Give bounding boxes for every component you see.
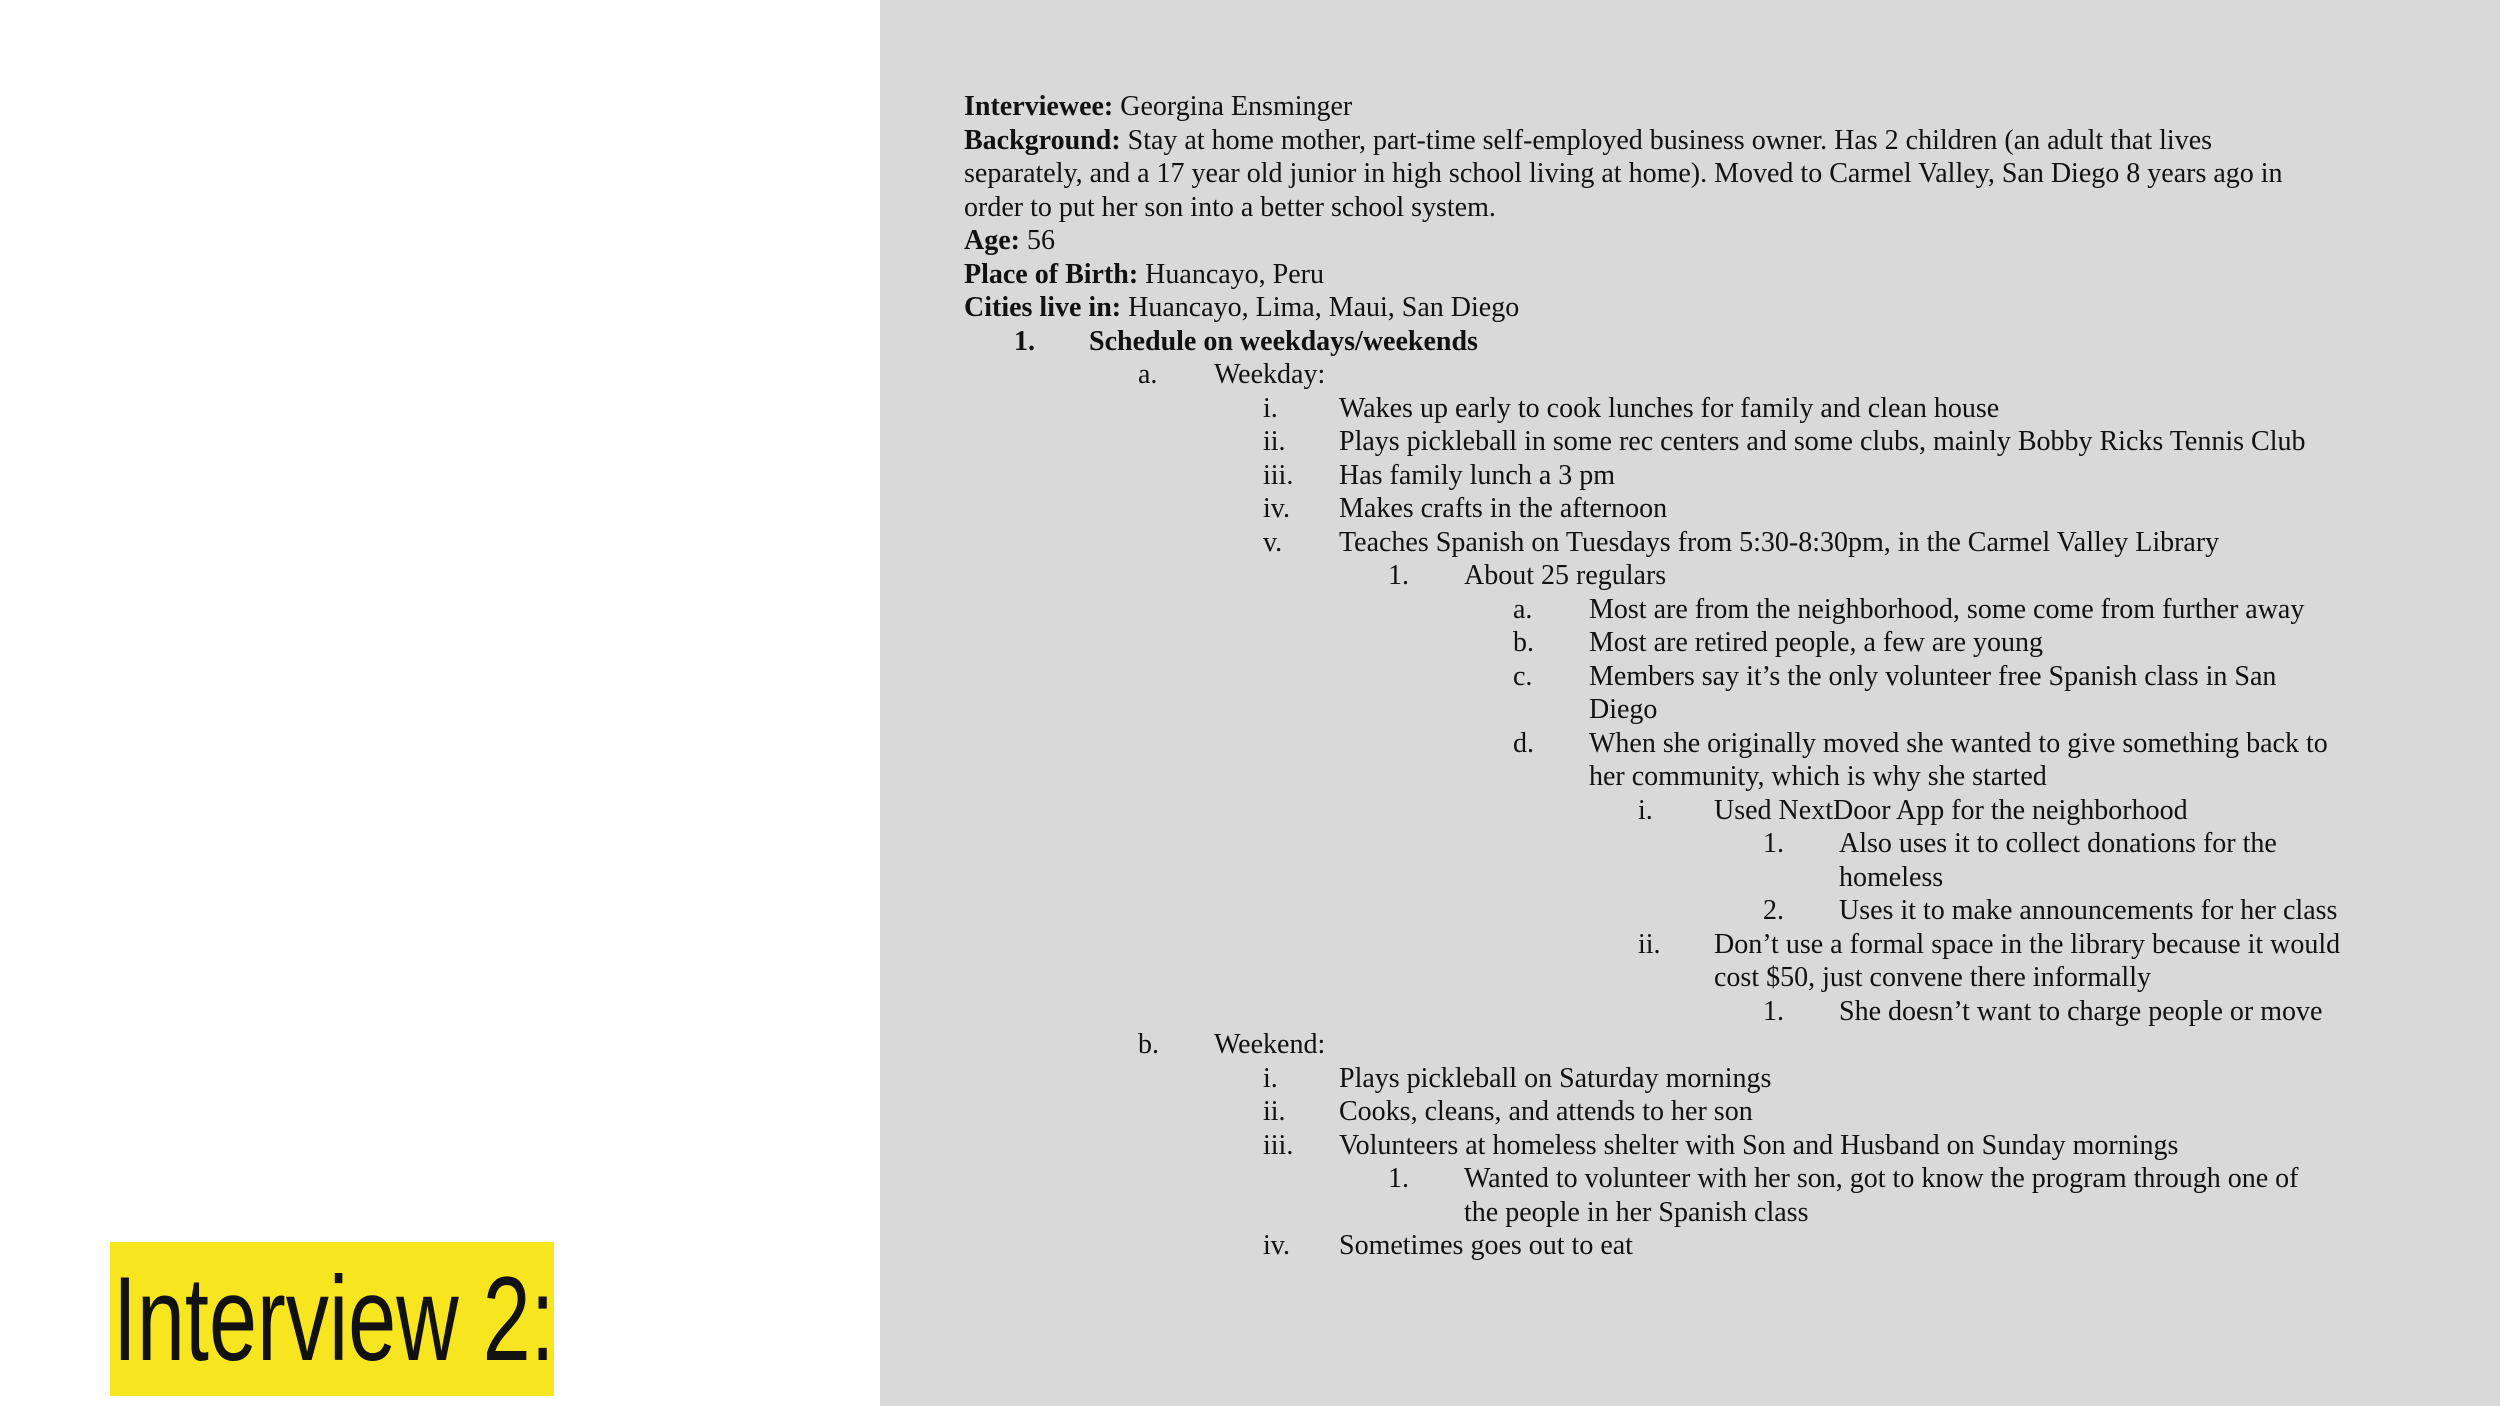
outline-marker: v.: [1263, 526, 1283, 558]
outline-item: [964, 325, 2414, 359]
outline-item: [964, 425, 2414, 459]
outline-marker: i.: [1263, 392, 1278, 424]
background-text-3: order to put her son into a better school system.: [964, 191, 1496, 223]
outline-item: [964, 928, 2414, 962]
background-line: [964, 124, 2414, 158]
outline-text: Weekday:: [1214, 359, 1326, 390]
outline-item: [964, 492, 2414, 526]
outline-item: [964, 827, 2414, 861]
interviewee-label: Interviewee:: [964, 91, 1114, 122]
outline-text: Teaches Spanish on Tuesdays from 5:30-8:30pm, in the Carmel Valley Library: [1339, 526, 2220, 558]
outline-marker: ii.: [1263, 1096, 1286, 1127]
outline-item: [964, 693, 2414, 727]
outline-marker: c.: [1513, 660, 1533, 692]
outline-text: Most are from the neighborhood, some come from further away: [1589, 593, 2305, 625]
outline-item: [964, 593, 2414, 627]
outline-marker: 2.: [1763, 895, 1784, 926]
outline-item: [964, 894, 2414, 928]
outline-text: She doesn’t want to charge people or move: [1839, 995, 2323, 1027]
outline-text: Weekend:: [1214, 1029, 1326, 1060]
outline-marker: d.: [1513, 727, 1534, 759]
outline-item: [964, 660, 2414, 694]
outline-text: Diego: [1589, 694, 1658, 725]
outline-text: Plays pickleball in some rec centers and some clubs, mainly Bobby Ricks Tennis Club: [1339, 426, 2306, 457]
age-value: 56: [1026, 225, 1055, 256]
outline-item: [964, 727, 2414, 761]
birthplace-value: Huancayo, Peru: [1145, 258, 1324, 290]
interview-notes: [964, 90, 2414, 1263]
slide-title: Interview 2:: [110, 1242, 430, 1396]
interviewee-line: [964, 90, 2414, 124]
outline-item: [964, 1095, 2414, 1129]
background-text-2: separately, and a 17 year old junior in high school living at home). Moved to Carmel Valley, San Diego 8 years ago in: [964, 158, 2283, 189]
outline-item: [964, 861, 2414, 895]
outline-text: Uses it to make announcements for her class: [1839, 895, 2338, 926]
outline-item: [964, 1129, 2414, 1163]
outline-text: Most are retired people, a few are young: [1589, 627, 2044, 658]
outline-marker: 1.: [1014, 325, 1035, 357]
outline-marker: 1.: [1388, 1163, 1409, 1194]
background-line-3: [964, 191, 2414, 225]
outline-text: Has family lunch a 3 pm: [1339, 459, 1616, 491]
outline-text: the people in her Spanish class: [1464, 1196, 1809, 1228]
cities-line: [964, 291, 2414, 325]
outline-text: cost $50, just convene there informally: [1714, 962, 2151, 993]
outline-text: Members say it’s the only volunteer free Spanish class in San: [1589, 660, 2277, 692]
outline-item: [964, 995, 2414, 1029]
background-label: Background:: [964, 124, 1121, 156]
age-line: [964, 224, 2414, 258]
outline-item: [964, 760, 2414, 794]
left-pane: [0, 0, 880, 1406]
outline-text: Used NextDoor App for the neighborhood: [1714, 794, 2188, 826]
outline-marker: b.: [1513, 627, 1534, 658]
outline-item: [964, 1062, 2414, 1096]
outline-item: [964, 1229, 2414, 1263]
outline-marker: i.: [1638, 794, 1653, 826]
birthplace-line: [964, 258, 2414, 292]
outline-marker: 1.: [1388, 560, 1409, 591]
interviewee-value: Georgina Ensminger: [1120, 91, 1353, 122]
outline-marker: ii.: [1638, 928, 1661, 960]
outline-marker: iv.: [1263, 1230, 1290, 1261]
outline-marker: i.: [1263, 1062, 1278, 1094]
outline-text: Wakes up early to cook lunches for family and clean house: [1339, 392, 2000, 424]
outline-item: [964, 459, 2414, 493]
outline-text: Wanted to volunteer with her son, got to know the program through one of: [1464, 1163, 2299, 1194]
birthplace-label: Place of Birth:: [964, 258, 1139, 290]
background-text-1: Stay at home mother, part-time self-employed business owner. Has 2 children (an adult that lives: [1127, 124, 2213, 156]
outline-item: [964, 526, 2414, 560]
outline-text: Don’t use a formal space in the library because it would: [1714, 928, 2341, 960]
outline-item: [964, 559, 2414, 593]
outline-text: homeless: [1839, 861, 1944, 893]
outline-text: Schedule on weekdays/weekends: [1089, 325, 1478, 357]
outline-marker: 1.: [1763, 995, 1784, 1027]
outline-item: [964, 626, 2414, 660]
outline-marker: 1.: [1763, 828, 1784, 859]
outline-text: Also uses it to collect donations for the: [1839, 828, 2277, 859]
outline-text: About 25 regulars: [1464, 560, 1667, 591]
outline-marker: iii.: [1263, 459, 1294, 491]
outline-item: [964, 1028, 2414, 1062]
outline-text: her community, which is why she started: [1589, 761, 2047, 792]
outline-text: Sometimes goes out to eat: [1339, 1230, 1633, 1261]
outline-marker: iv.: [1263, 493, 1290, 524]
background-line-2: [964, 157, 2414, 191]
age-label: Age:: [964, 225, 1020, 256]
outline-marker: a.: [1138, 359, 1158, 390]
outline-item: [964, 794, 2414, 828]
outline-item: [964, 358, 2414, 392]
outline-text: When she originally moved she wanted to give something back to: [1589, 727, 2328, 759]
cities-value: Huancayo, Lima, Maui, San Diego: [1128, 292, 1520, 323]
outline-marker: ii.: [1263, 426, 1286, 457]
outline-marker: iii.: [1263, 1129, 1294, 1161]
outline-text: Cooks, cleans, and attends to her son: [1339, 1096, 1753, 1127]
outline-text: Makes crafts in the afternoon: [1339, 493, 1668, 524]
outline-item: [964, 1162, 2414, 1196]
outline-item: [964, 961, 2414, 995]
cities-label: Cities live in:: [964, 292, 1122, 323]
outline-text: Volunteers at homeless shelter with Son and Husband on Sunday mornings: [1339, 1129, 2179, 1161]
outline-marker: a.: [1513, 593, 1533, 625]
outline-item: [964, 392, 2414, 426]
outline-text: Plays pickleball on Saturday mornings: [1339, 1062, 1772, 1094]
outline-marker: b.: [1138, 1029, 1159, 1060]
outline-item: [964, 1196, 2414, 1230]
